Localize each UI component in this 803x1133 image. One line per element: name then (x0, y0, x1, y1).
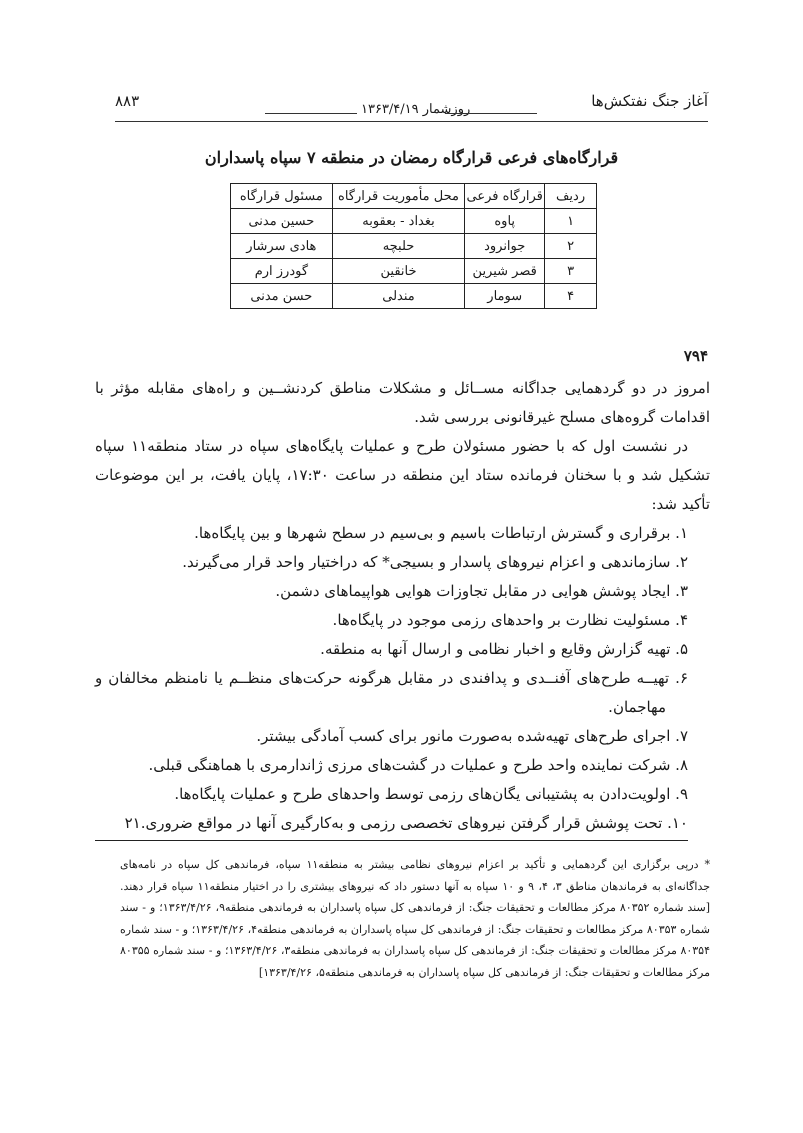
table-cell: مندلی (332, 284, 465, 309)
header-divider-left (265, 113, 357, 114)
table-cell: حسین مدنی (231, 209, 333, 234)
footnote: * درپی برگزاری این گردهمایی و تأکید بر اعزام نیروهای نظامی بیشتر به منطقه۱۱ سپاه، فرماندهی کل سپاه در نامه‌های جداگانه‌ای به فرماندهان مناطق ۳، ۴، ۹ و ۱۰ سپاه به آنها دستور داد که نیروهای بیشتری را در اختیار منطقه۱۱ سپاه قرار دهند. [سند شماره ۸۰۳۵۲ مرکز مطالعات و تحقیقات جنگ: از فرماندهی کل سپاه پاسداران به فرماندهی منطقه۹، ۱۳۶۳/۴/۲۶؛ و - سند شماره ۸۰۳۵۳ مرکز مطالعات و تحقیقات جنگ: از فرماندهی کل سپاه پاسداران به فرماندهی منطقه۴، ۱۳۶۳/۴/۲۶؛ و - سند شماره ۸۰۳۵۴ مرکز مطالعات و تحقیقات جنگ: از فرماندهی کل سپاه پاسداران به فرماندهی منطقه۳، ۱۳۶۳/۴/۲۶؛ و - سند شماره ۸۰۳۵۵ مرکز مطالعات و تحقیقات جنگ: از فرماندهی کل سپاه پاسداران به فرماندهی منطقه۵، ۱۳۶۳/۴/۲۶] (120, 858, 711, 979)
column-header: قرارگاه فرعی (465, 184, 545, 209)
table-cell: حسن مدنی (231, 284, 333, 309)
table-cell: گودرز ارم (231, 259, 333, 284)
table-row (231, 284, 597, 309)
column-header: مسئول قرارگاه (231, 184, 333, 209)
list-item: ۳. ایجاد پوشش هوایی در مقابل تجاوزات هوایی هواپیماهای دشمن. (275, 582, 688, 600)
header-date: روزشمار ۱۳۶۳/۴/۱۹ (361, 102, 471, 117)
bases-table (230, 183, 597, 309)
table-cell: ۱ (545, 209, 597, 234)
list-item: ۷. اجرای طرح‌های تهیه‌شده به‌صورت مانور برای کسب آمادگی بیشتر. (256, 727, 688, 745)
list-item: ۱. برقراری و گسترش ارتباطات باسیم و بی‌سیم در سطح شهرها و بین پایگاه‌ها. (194, 524, 688, 542)
entry-number: ۷۹۴ (683, 347, 708, 365)
list-item: ۲. سازماندهی و اعزام نیروهای پاسدار و بسیجی* که دراختیار واحد قرار می‌گیرند. (182, 553, 688, 571)
list-item: ۹. اولویت‌دادن به پشتیبانی یگان‌های رزمی توسط واحدهای طرح و عملیات پایگاه‌ها. (174, 785, 688, 803)
table-cell: ۲ (545, 234, 597, 259)
list-item: ۴. مسئولیت نظارت بر واحدهای رزمی موجود در پایگاه‌ها. (332, 611, 688, 629)
table-cell: ۴ (545, 284, 597, 309)
column-header: ردیف (545, 184, 597, 209)
paragraph: امروز در دو گردهمایی جداگانه مســائل و مشکلات مناطق کردنشــین و راه‌های مقابله مؤثر با اقدامات گروه‌های مسلح غیرقانونی بررسی شد. (95, 379, 710, 426)
table-row (231, 259, 597, 284)
paragraph: در نشست اول که با حضور مسئولان طرح و عملیات پایگاه‌های سپاه در ستاد منطقه۱۱ سپاه تشکیل شد و با سخنان فرمانده ستاد این منطقه در ساعت ۱۷:۳۰، پایان یافت، بر این موضوعات تأکید شد: (95, 437, 710, 513)
table-title: قرارگاه‌های فرعی قرارگاه رمضان در منطقه ۷ سپاه پاسداران (204, 148, 619, 167)
list-item: ۱۰. تحت پوشش قرار گرفتن نیروهای تخصصی رزمی و به‌کارگیری آنها در مواقع ضروری.۲۱ (95, 809, 688, 841)
page-number: ۸۸۳ (115, 92, 140, 110)
table-cell: ۳ (545, 259, 597, 284)
table-cell: هادی سرشار (231, 234, 333, 259)
table-cell: قصر شیرین (465, 259, 545, 284)
table-cell: سومار (465, 284, 545, 309)
list-item: ۶. تهیــه طرح‌های آفنــدی و پدافندی در مقابل هرگونه حرکت‌های منظــم یا نامنظم مخالفان و مهاجمان. (95, 669, 688, 716)
table-cell: جوانرود (465, 234, 545, 259)
header-rule (115, 121, 708, 122)
page-header (115, 92, 708, 122)
table-cell: پاوه (465, 209, 545, 234)
column-header: محل مأموریت قرارگاه (332, 184, 465, 209)
book-title: آغاز جنگ نفتکش‌ها (591, 92, 708, 110)
table-cell: بغداد - بعقوبه (332, 209, 465, 234)
table-cell: خانقین (332, 259, 465, 284)
table-header-row (231, 184, 597, 209)
entry-body (95, 374, 710, 841)
table-cell: حلبچه (332, 234, 465, 259)
list-item: ۵. تهیه گزارش وقایع و اخبار نظامی و ارسال آنها به منطقه. (320, 640, 688, 658)
header-divider-right (445, 113, 537, 114)
topic-list (95, 519, 710, 841)
table-row (231, 234, 597, 259)
list-item: ۸. شرکت نماینده واحد طرح و عملیات در گشت‌های مرزی ژاندارمری با هماهنگی قبلی. (148, 756, 688, 774)
table-row (231, 209, 597, 234)
